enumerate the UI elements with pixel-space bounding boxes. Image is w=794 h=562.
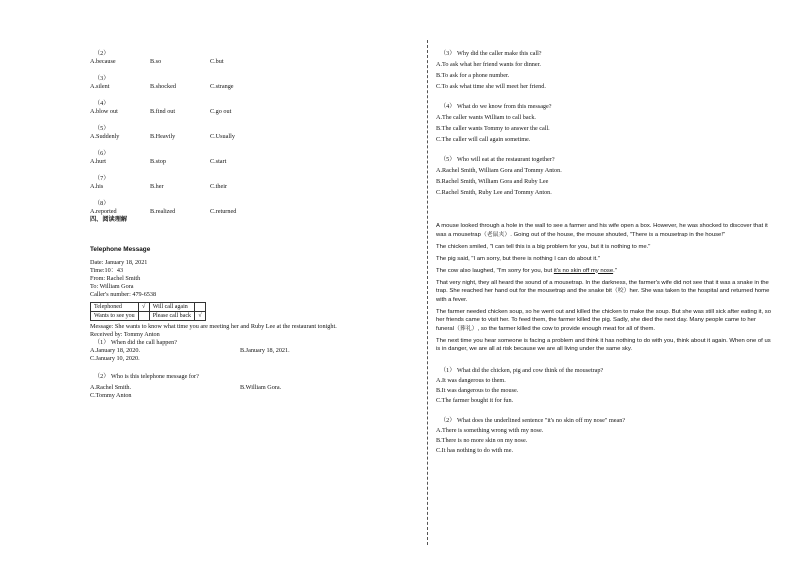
option-a[interactable]: A.Suddenly (90, 133, 120, 140)
option-c[interactable]: C.It has nothing to do with me. (436, 447, 513, 454)
question-number: （3） (94, 75, 110, 82)
question-stem: （3） Why did the caller make this call? (440, 50, 542, 57)
reading-passage (436, 222, 771, 354)
option-c[interactable]: C.go out (210, 108, 232, 115)
option-c[interactable]: C.Rachel Smith, Ruby Lee and Tommy Anton. (436, 189, 552, 196)
option-b[interactable]: B.her (150, 183, 164, 190)
section-title: 四、阅读理解 (90, 216, 128, 223)
option-b[interactable]: B.realized (150, 208, 176, 215)
option-c[interactable]: C.start (210, 158, 227, 165)
question-stem: （2） Who is this telephone message for? (94, 373, 199, 380)
message-received-by: Received by: Tommy Anton (90, 331, 160, 338)
option-a[interactable]: A.January 18, 2020. (90, 347, 141, 354)
table-row (91, 312, 206, 321)
table-row (91, 303, 206, 312)
option-c[interactable]: C.but (210, 58, 224, 65)
option-c[interactable]: C.returned (210, 208, 237, 215)
option-b[interactable]: B.William Gora. (240, 384, 282, 391)
option-b[interactable]: B.shocked (150, 83, 176, 90)
message-time: Time:10：43 (90, 267, 124, 274)
option-b[interactable]: B.Heavily (150, 133, 176, 140)
option-row (90, 108, 390, 116)
check-cell[interactable]: √ (195, 312, 206, 321)
option-b[interactable]: B.stop (150, 158, 166, 165)
option-c[interactable]: C.To ask what time she will meet her friend. (436, 83, 546, 90)
message-heading: Telephone Message (90, 246, 151, 253)
left-column (90, 50, 390, 400)
question-stem: （1） What did the chicken, pig and cow think of the mousetrap? (440, 367, 604, 374)
option-b[interactable]: B.To ask for a phone number. (436, 72, 510, 79)
right-column (436, 50, 771, 455)
option-c[interactable]: C.January 10, 2020. (90, 355, 140, 362)
question-number: （4） (94, 100, 110, 107)
reading-question-2 (436, 417, 771, 455)
question-stem: （4） What do we know from this message? (440, 103, 552, 110)
paragraph (436, 267, 771, 276)
option-row (90, 208, 390, 216)
message-to: To: William Gora (90, 283, 134, 290)
question-3 (436, 50, 771, 91)
paragraph: The pig said, "I am sorry, but there is nothing I can do about it." (436, 255, 600, 262)
check-cell[interactable]: √ (138, 303, 149, 312)
option-c[interactable]: C.The caller will call again sometime. (436, 136, 531, 143)
table-cell: Wants to see you (91, 312, 139, 321)
option-c[interactable]: C.strange (210, 83, 234, 90)
option-row (90, 347, 390, 355)
option-a[interactable]: A.hurt (90, 158, 106, 165)
question-number: （5） (94, 125, 110, 132)
telephone-message (90, 246, 390, 339)
option-row (90, 158, 390, 166)
check-cell[interactable] (138, 312, 149, 321)
underlined-sentence: it's no skin off my nose (553, 267, 614, 274)
question-stem: （2） What does the underlined sentence "it's no skin off my nose" mean? (440, 417, 626, 424)
option-a[interactable]: A.silent (90, 83, 110, 90)
option-row (90, 133, 390, 141)
question-1 (90, 339, 390, 363)
paragraph: The chicken smiled, "I can tell this is a big problem for you, but it is nothing to me." (436, 243, 651, 250)
table-cell: Please call back (149, 312, 194, 321)
paragraph: A mouse looked through a hole in the wall to see a farmer and his wife open a box. However, he was shocked to discover that it was a mousetrap（老鼠夹）. Going out of the house, the mouse shouted, "There is a mousetrap in the house!" (436, 223, 768, 238)
option-row (90, 183, 390, 191)
message-checkbox-table (90, 302, 206, 321)
option-b[interactable]: B.January 18, 2021. (240, 347, 290, 354)
option-c[interactable]: C.Tommy Anton (90, 392, 132, 399)
option-a[interactable]: A.To ask what her friend wants for dinner. (436, 61, 541, 68)
option-row (90, 83, 390, 91)
paragraph: The farmer needed chicken soup, so he went out and killed the chicken to make the soup. But she was still sick after eating it, so her friends came to visit her. To feed them, the farmer killed the pig. Sadly, she died the next day. Many people came to her funeral（葬礼）, so the farmer killed the cow to provide enough meat for all of them. (436, 308, 771, 332)
question-stem: （1） When did the call happen? (94, 339, 177, 346)
option-a[interactable]: A.It was dangerous to them. (436, 377, 506, 384)
paragraph: The next time you hear someone is facing a problem and think it has nothing to do with you, think about it again. When one of us is in danger, we are all at risk because we are all living under the same sky. (436, 337, 771, 352)
message-date: Date: January 18, 2021 (90, 259, 148, 266)
option-b[interactable]: B.Rachel Smith, William Gora and Ruby Lee (436, 178, 549, 185)
option-a[interactable]: A.Rachel Smith. (90, 384, 132, 391)
message-body: Message: She wants to know what time you are meeting her and Ruby Lee at the restaurant tonight. (90, 323, 337, 330)
option-a[interactable]: A.reported (90, 208, 117, 215)
option-a[interactable]: A.Rachel Smith, William Gora and Tommy Anton. (436, 167, 562, 174)
option-a[interactable]: A.because (90, 58, 116, 65)
check-cell[interactable] (195, 303, 206, 312)
question-number: （2） (94, 50, 110, 57)
question-2 (90, 373, 390, 400)
option-b[interactable]: B.It was dangerous to the mouse. (436, 387, 519, 394)
option-c[interactable]: C.their (210, 183, 228, 190)
option-a[interactable]: A.his (90, 183, 104, 190)
question-number: （8） (94, 200, 110, 207)
question-number: （6） (94, 150, 110, 157)
option-a[interactable]: A.The caller wants William to call back. (436, 114, 536, 121)
question-number: （7） (94, 175, 110, 182)
table-cell: Will call again (149, 303, 194, 312)
column-divider (427, 40, 428, 545)
question-5 (436, 156, 771, 197)
paragraph-text: The cow also laughed, "I'm sorry for you, but (436, 267, 554, 274)
paragraph: That very night, they all heard the sound of a mousetrap. In the darkness, the farmer's wife did not see that it was a snake in the trap. She reached her hand out for the mousetrap and the snake bit（咬）her. She was taken to the hospital and returned home with a fever. (436, 279, 770, 303)
cloze-options (90, 50, 390, 216)
option-b[interactable]: B.The caller wants Tommy to answer the call. (436, 125, 550, 132)
paragraph-text: ." (613, 267, 617, 274)
question-stem: （5） Who will eat at the restaurant together? (440, 156, 555, 163)
option-a[interactable]: A.blow out (90, 108, 118, 115)
option-b[interactable]: B.find out (150, 108, 176, 115)
option-b[interactable]: B.so (150, 58, 162, 65)
option-row (90, 384, 390, 392)
option-b[interactable]: B.There is no more skin on my nose. (436, 437, 528, 444)
option-a[interactable]: A.There is something wrong with my nose. (436, 427, 544, 434)
message-from: From: Rachel Smith (90, 275, 141, 282)
message-caller-number: Caller's number: 479-6538 (90, 291, 157, 298)
option-c[interactable]: C.The farmer bought it for fun. (436, 397, 514, 404)
option-row (90, 58, 390, 66)
option-c[interactable]: C.Usually (210, 133, 235, 140)
reading-question-1 (436, 367, 771, 405)
question-4 (436, 103, 771, 144)
table-cell: Telephoned (91, 303, 139, 312)
